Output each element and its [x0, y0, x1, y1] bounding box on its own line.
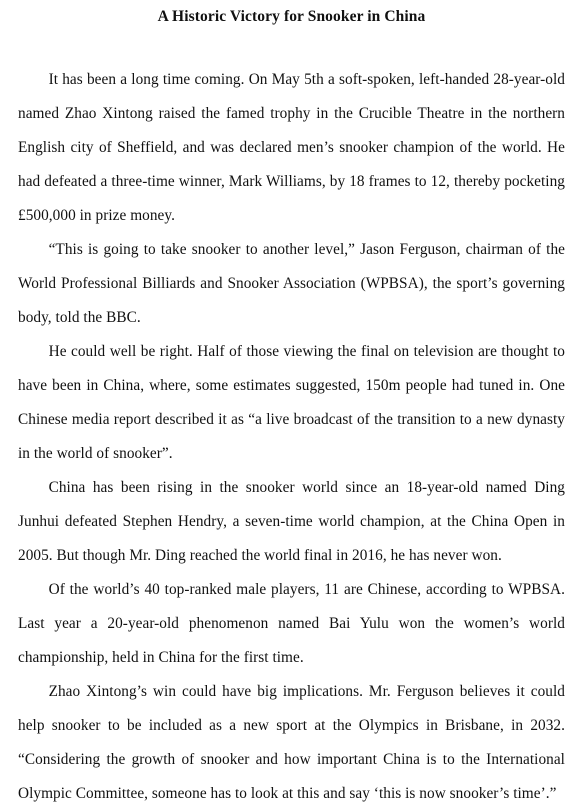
paragraph-5: Of the world’s 40 top-ranked male players, 11 are Chinese, according to WPBSA. Last year a 20-year-old phenomenon named Bai Yulu won the women’s world championship, held in China for the first time. — [18, 581, 565, 666]
paragraph-4: China has been rising in the snooker world since an 18-year-old named Ding Junhui defeated Stephen Hendry, a seven-time world champion, at the China Open in 2005. But though Mr. Ding reached the world final in 2016, he has never won. — [18, 479, 565, 564]
document-title: A Historic Victory for Snooker in China — [157, 8, 426, 25]
paragraph-3: He could well be right. Half of those viewing the final on television are thought to have been in China, where, some estimates suggested, 150m people had tuned in. One Chinese media report described it as “a live broadcast of the transition to a new dynasty in the world of snooker”. — [18, 343, 565, 462]
document-body — [18, 63, 565, 811]
paragraph-6: Zhao Xintong’s win could have big implications. Mr. Ferguson believes it could help snooker to be included as a new sport at the Olympics in Brisbane, in 2032. “Considering the growth of snooker and how important China is to the International Olympic Committee, someone has to look at this and say ‘this is now snooker’s time’.” — [18, 683, 565, 802]
paragraph-2: “This is going to take snooker to another level,” Jason Ferguson, chairman of the World Professional Billiards and Snooker Association (WPBSA), the sport’s governing body, told the BBC. — [18, 241, 565, 326]
paragraph-1: It has been a long time coming. On May 5th a soft-spoken, left-handed 28-year-old named Zhao Xintong raised the famed trophy in the Crucible Theatre in the northern English city of Sheffield, and was declared men’s snooker champion of the world. He had defeated a three-time winner, Mark Williams, by 18 frames to 12, thereby pocketing £500,000 in prize money. — [18, 71, 565, 224]
